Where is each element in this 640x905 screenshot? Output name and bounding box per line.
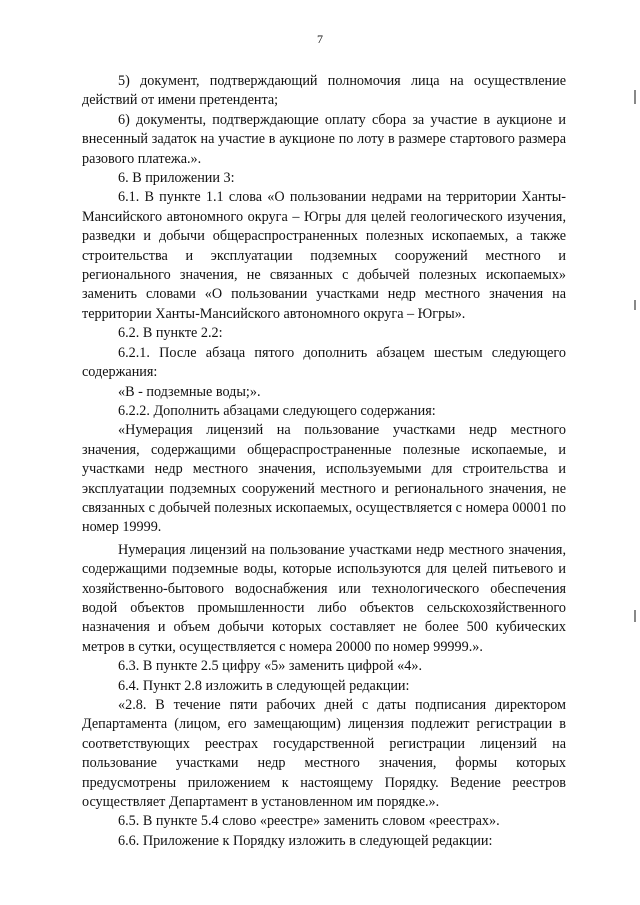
paragraph-6-6: 6.6. Приложение к Порядку изложить в следующей редакции: [118,832,493,849]
paragraph-6-2-2: 6.2.2. Дополнить абзацами следующего содержания: [118,402,436,419]
paragraph-item-5: 5) документ, подтверждающий полномочия лица на осуществление действий от имени претендента; [82,73,566,109]
paragraph-section-6: 6. В приложении 3: [118,170,235,187]
paragraph-6-4: 6.4. Пункт 2.8 изложить в следующей редакции: [118,677,410,694]
scan-edge-mark [634,610,636,622]
scan-edge-mark [634,90,636,104]
paragraph-6-5: 6.5. В пункте 5.4 слово «реестре» заменить словом «реестрах». [118,813,500,830]
paragraph-6-3: 6.3. В пункте 2.5 цифру «5» заменить цифрой «4». [118,658,423,675]
scan-edge-mark [634,300,636,310]
paragraph-numbering-1: «Нумерация лицензий на пользование участками недр местного значения, содержащими общераспространенные полезные ископаемые, и участками недр местного значения, используемыми для строительства и эксплуатации подземных сооружений местного и регионального значения, не связанных с добычей полезных ископаемых, осуществляется с номера 00001 по номер 19999. [82,422,566,536]
paragraph-groundwater: «В - подземные воды;». [118,383,261,400]
paragraph-6-2: 6.2. В пункте 2.2: [118,325,223,342]
paragraph-numbering-2: Нумерация лицензий на пользование участками недр местного значения, содержащими подземные воды, которые используются для целей питьевого и хозяйственно-бытового водоснабжения или технологического обеспечения водой объектов промышленности либо объектов сельскохозяйственного назначения и объем добычи которых составляет не более 500 кубических метров в сутки, осуществляется с номера 20000 по номер 99999.». [82,541,566,655]
paragraph-item-6: 6) документы, подтверждающие оплату сбора за участие в аукционе и внесенный задаток на участие в аукционе по лоту в размере стартового размера разового платежа.». [82,111,566,167]
paragraph-6-2-1: 6.2.1. После абзаца пятого дополнить абзацем шестым следующего содержания: [82,344,566,381]
paragraph-2-8: «2.8. В течение пяти рабочих дней с даты подписания директором Департамента (лицом, его замещающим) лицензия подлежит регистрации в соответствующих реестрах государственной регистрации лицензий на пользование участками недр местного значения, формы которых предусмотрены приложением к настоящему Порядку. Ведение реестров осуществляет Департамент в установленном им порядке.». [82,697,566,811]
paragraph-6-1: 6.1. В пункте 1.1 слова «О пользовании недрами на территории Ханты-Мансийского автономного округа – Югры для целей геологического изучения, разведки и добычи общераспространенных полезных ископаемых, а также строительства и эксплуатации подземных сооружений местного и регионального значения, не связанных с добычей полезных ископаемых» заменить словами «О пользовании участками недр местного значения на территории Ханты-Мансийского автономного округа – Югры». [82,189,566,322]
document-body [82,72,566,851]
page-number: 7 [317,32,323,46]
